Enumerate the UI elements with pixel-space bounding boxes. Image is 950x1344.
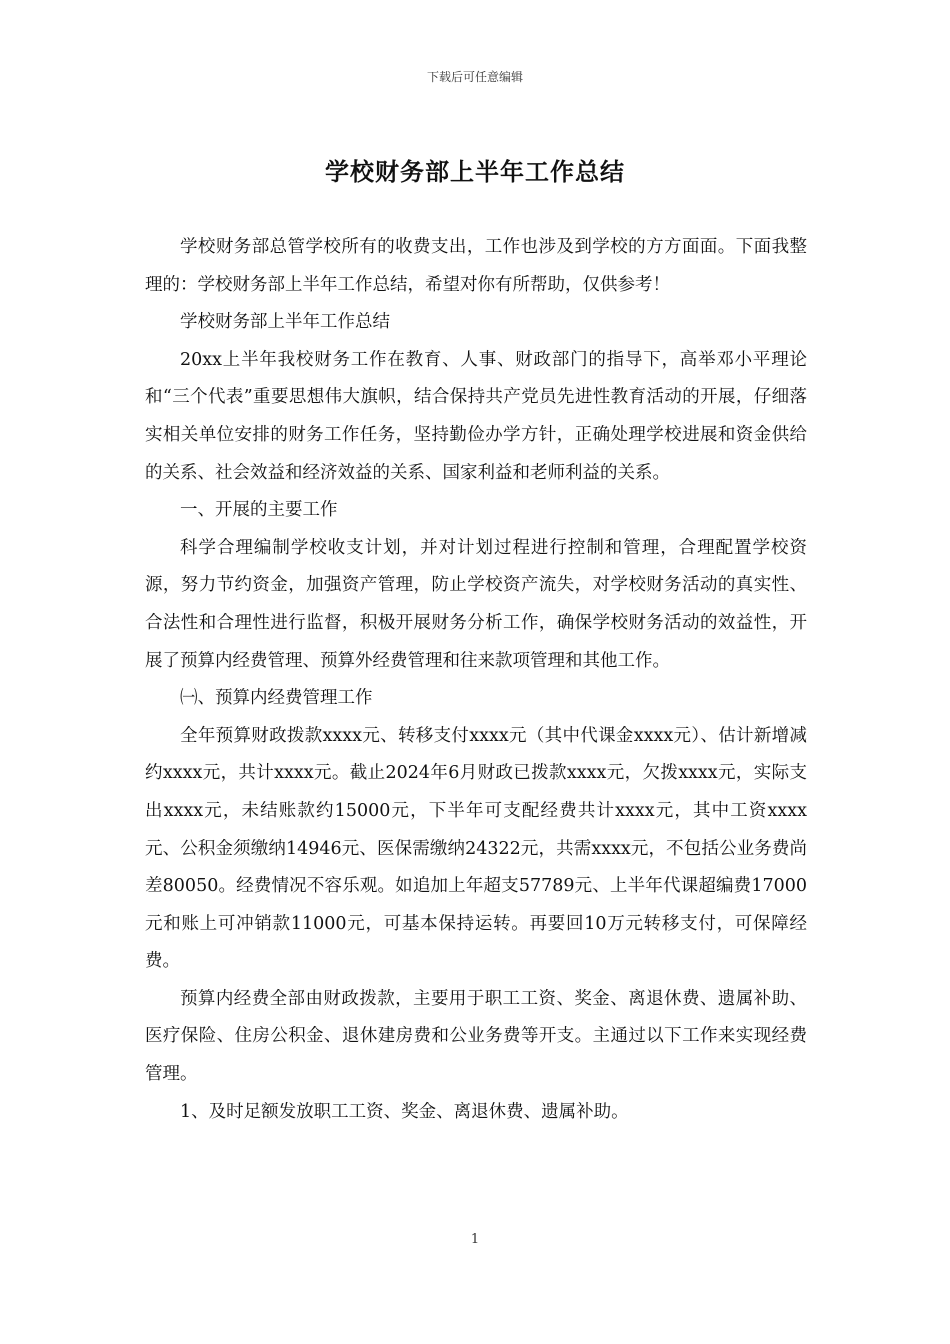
document-body — [145, 229, 807, 1131]
paragraph-budget-figures: 全年预算财政拨款xxxx元、转移支付xxxx元（其中代课金xxxx元）、估计新增减约xxxx元，共计xxxx元。截止2024年6月财政已拨款xxxx元，欠拨xxxx元，实际支出xxxx元，未结账款约15000元，下半年可支配经费共计xxxx元，其中工资xxxx元、公积金须缴纳14946元、医保需缴纳24322元，共需xxxx元，不包括公业务费尚差80050。经费情况不容乐观。如追加上年超支57789元、上半年代课超编费17000元和账上可冲销款11000元，可基本保持运转。再要回10万元转移支付，可保障经费。 — [145, 725, 807, 972]
page-number: 1 — [470, 1232, 480, 1247]
document-title: 学校财务部上半年工作总结 — [325, 157, 625, 186]
paragraph-main-work: 科学合理编制学校收支计划，并对计划过程进行控制和管理，合理配置学校资源，努力节约资金，加强资产管理，防止学校资产流失，对学校财务活动的真实性、合法性和合理性进行监督，积极开展财务分析工作，确保学校财务活动的效益性，开展了预算内经费管理、预算外经费管理和往来款项管理和其他工作。 — [145, 537, 807, 671]
paragraph-overview: 20xx上半年我校财务工作在教育、人事、财政部门的指导下，高举邓小平理论和“三个代表”重要思想伟大旗帜，结合保持共产党员先进性教育活动的开展，仔细落实相关单位安排的财务工作任务，坚持勤俭办学方针，正确处理学校进展和资金供给的关系、社会效益和经济效益的关系、国家利益和老师利益的关系。 — [145, 349, 807, 483]
paragraph-budget-usage: 预算内经费全部由财政拨款，主要用于职工工资、奖金、离退休费、遗属补助、医疗保险、住房公积金、退休建房费和公业务费等开支。主通过以下工作来实现经费管理。 — [145, 988, 807, 1085]
list-item-salary: 1、及时足额发放职工工资、奖金、离退休费、遗属补助。 — [180, 1101, 629, 1122]
paragraph-subtitle: 学校财务部上半年工作总结 — [180, 312, 390, 333]
header-note: 下载后可任意编辑 — [426, 70, 523, 84]
section-heading-main-work: 一、开展的主要工作 — [180, 500, 338, 521]
subsection-heading-budget: ㈠、预算内经费管理工作 — [180, 688, 373, 709]
paragraph-intro: 学校财务部总管学校所有的收费支出，工作也涉及到学校的方方面面。下面我整理的：学校财务部上半年工作总结，希望对你有所帮助，仅供参考！ — [145, 237, 807, 295]
